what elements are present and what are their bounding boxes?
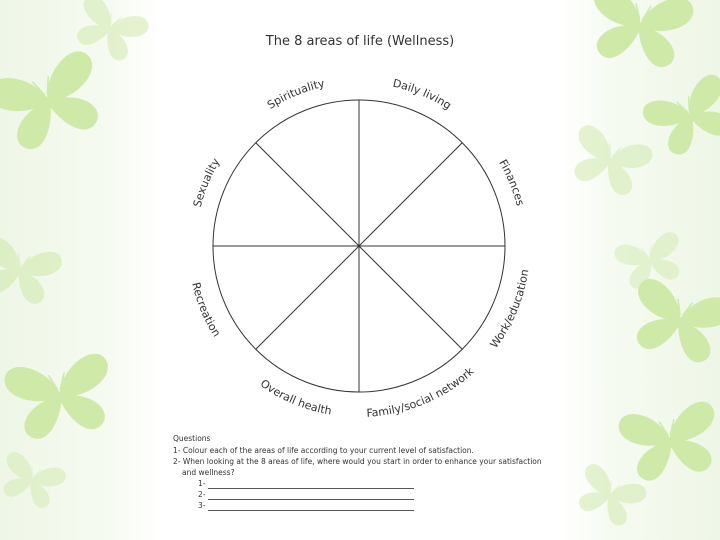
area-label-finances: Finances — [496, 157, 527, 208]
answer-blank[interactable] — [208, 502, 414, 511]
area-label-family-social-network: Family/social network — [366, 364, 477, 420]
area-label-spirituality: Spirituality — [264, 76, 326, 112]
question-2: 2- When looking at the 8 areas of life, where would you start in order to enhance your satisfaction — [173, 457, 542, 466]
questions-section — [173, 433, 563, 511]
answer-line-2[interactable] — [198, 489, 563, 500]
area-label-work-education: Work/education — [487, 268, 532, 351]
answer-number: 3- — [198, 501, 206, 510]
answer-line-1[interactable] — [198, 478, 563, 489]
questions-heading: Questions — [173, 434, 211, 443]
area-label-sexuality: Sexuality — [190, 155, 223, 209]
answer-line-3[interactable] — [198, 500, 563, 511]
area-label-daily-living: Daily living — [391, 76, 454, 113]
area-label-recreation: Recreation — [189, 280, 224, 340]
question-2-continued: and wellness? — [182, 468, 235, 477]
wellness-wheel — [160, 60, 560, 430]
page-title: The 8 areas of life (Wellness) — [265, 34, 455, 49]
right-background-panel — [560, 0, 720, 540]
answer-blank[interactable] — [208, 491, 414, 500]
area-label-overall-health: Overall health — [257, 376, 333, 418]
left-background-panel — [0, 0, 160, 540]
answer-blank[interactable] — [208, 480, 414, 489]
worksheet — [160, 0, 560, 540]
answer-number: 2- — [198, 490, 206, 499]
question-1: 1- Colour each of the areas of life according to your current level of satisfaction. — [173, 446, 474, 455]
answer-number: 1- — [198, 479, 206, 488]
